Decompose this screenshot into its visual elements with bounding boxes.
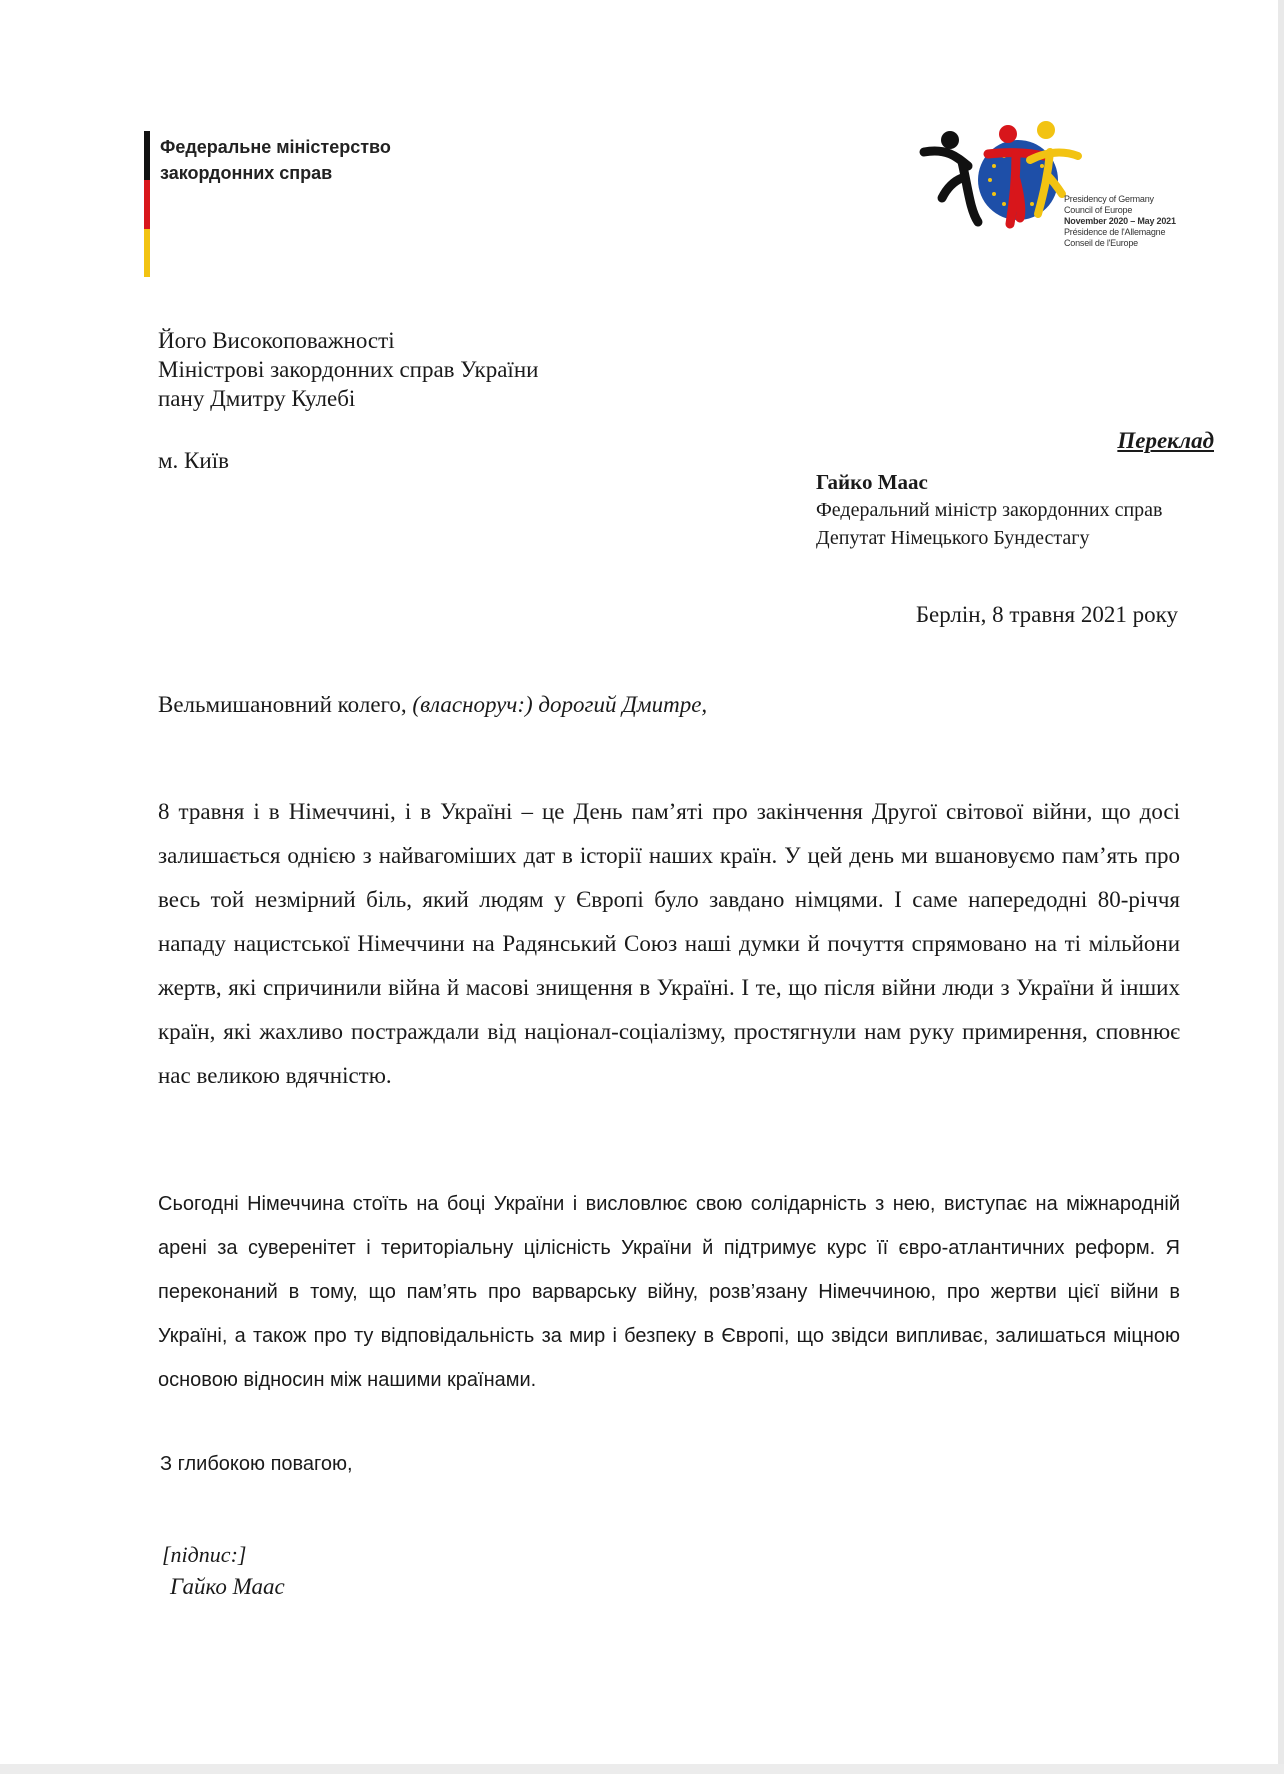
- logo-caption-line: Presidency of Germany: [1064, 194, 1154, 204]
- sender-role: Депутат Німецького Бундестагу: [816, 527, 1090, 549]
- black-figure: [924, 151, 978, 222]
- sender-name: Гайко Маас: [816, 470, 928, 494]
- salutation: [158, 692, 707, 718]
- presidency-logo-caption: [1064, 194, 1176, 249]
- page-edge-shadow: [1278, 0, 1284, 1774]
- recipient-line-1: Його Високоповажності: [158, 328, 395, 353]
- logo-caption-line: November 2020 – May 2021: [1064, 216, 1176, 226]
- sender-title: Федеральний міністр закордонних справ: [816, 499, 1163, 521]
- logo-caption-line: Présidence de l'Allemagne: [1064, 227, 1166, 237]
- recipient-city: м. Київ: [158, 448, 229, 473]
- page-bottom-shadow: [0, 1764, 1284, 1774]
- body-paragraph-2: Сьогодні Німеччина стоїть на боці України і висловлює свою солідарність з нею, виступає на міжнародній арені за суверенітет і територіальну цілісність України й підтримує курс її євро-атлантичних реформ. Я переконаний в тому, що пам’ять про варварську війну, розв’язану Німеччиною, про жертви цієї війни в Україні, а також про ту відповідальність за мир і безпеку в Європі, що звідси випливає, залишаться міцною основою відносин між нашими країнами.: [158, 1193, 1180, 1391]
- ministry-line-1: Федеральне міністерство: [160, 137, 391, 157]
- flag-gold-stripe: [144, 229, 150, 277]
- recipient-address: [158, 326, 538, 413]
- flag-black-stripe: [144, 131, 150, 180]
- ministry-line-2: закордонних справ: [160, 163, 333, 183]
- german-flag-bar: [144, 131, 150, 277]
- flag-red-stripe: [144, 180, 150, 229]
- letter-date: Берлін, 8 травня 2021 року: [915, 602, 1178, 627]
- logo-caption-line: Conseil de l'Europe: [1064, 238, 1138, 248]
- salutation-text: Вельмишановний колего,: [158, 692, 413, 717]
- signature-label: [підпис:]: [162, 1542, 247, 1567]
- logo-caption-line: Council of Europe: [1064, 205, 1133, 215]
- body-paragraph-1: 8 травня і в Німеччині, і в Україні – це День пам’яті про закінчення Другої світової війни, що досі залишається однією з найвагоміших дат в історії наших країн. У цей день ми вшановуємо пам’ять про весь той незмірний біль, який людям у Європі було завдано німцями. І саме напередодні 80-річчя нападу нацистської Німеччини на Радянський Союз наші думки й почуття спрямовано на ті мільйони жертв, які спричинили війна й масові знищення в Україні. І те, що після війни люди з України й інших країн, які жахливо постраждали від націонал-соціалізму, простягнули нам руку примирення, сповнює нас великою вдячністю.: [158, 799, 1180, 1088]
- translation-mark: Переклад: [1117, 428, 1214, 453]
- ministry-name: [160, 134, 391, 186]
- salutation-handwritten: (власноруч:) дорогий Дмитре,: [412, 692, 708, 717]
- recipient-line-3: пану Дмитру Кулебі: [158, 386, 356, 411]
- signature-name: Гайко Маас: [170, 1574, 285, 1599]
- closing-phrase: З глибокою повагою,: [160, 1453, 353, 1475]
- sender-block: [816, 468, 1162, 552]
- recipient-line-2: Міністрові закордонних справ України: [158, 357, 539, 382]
